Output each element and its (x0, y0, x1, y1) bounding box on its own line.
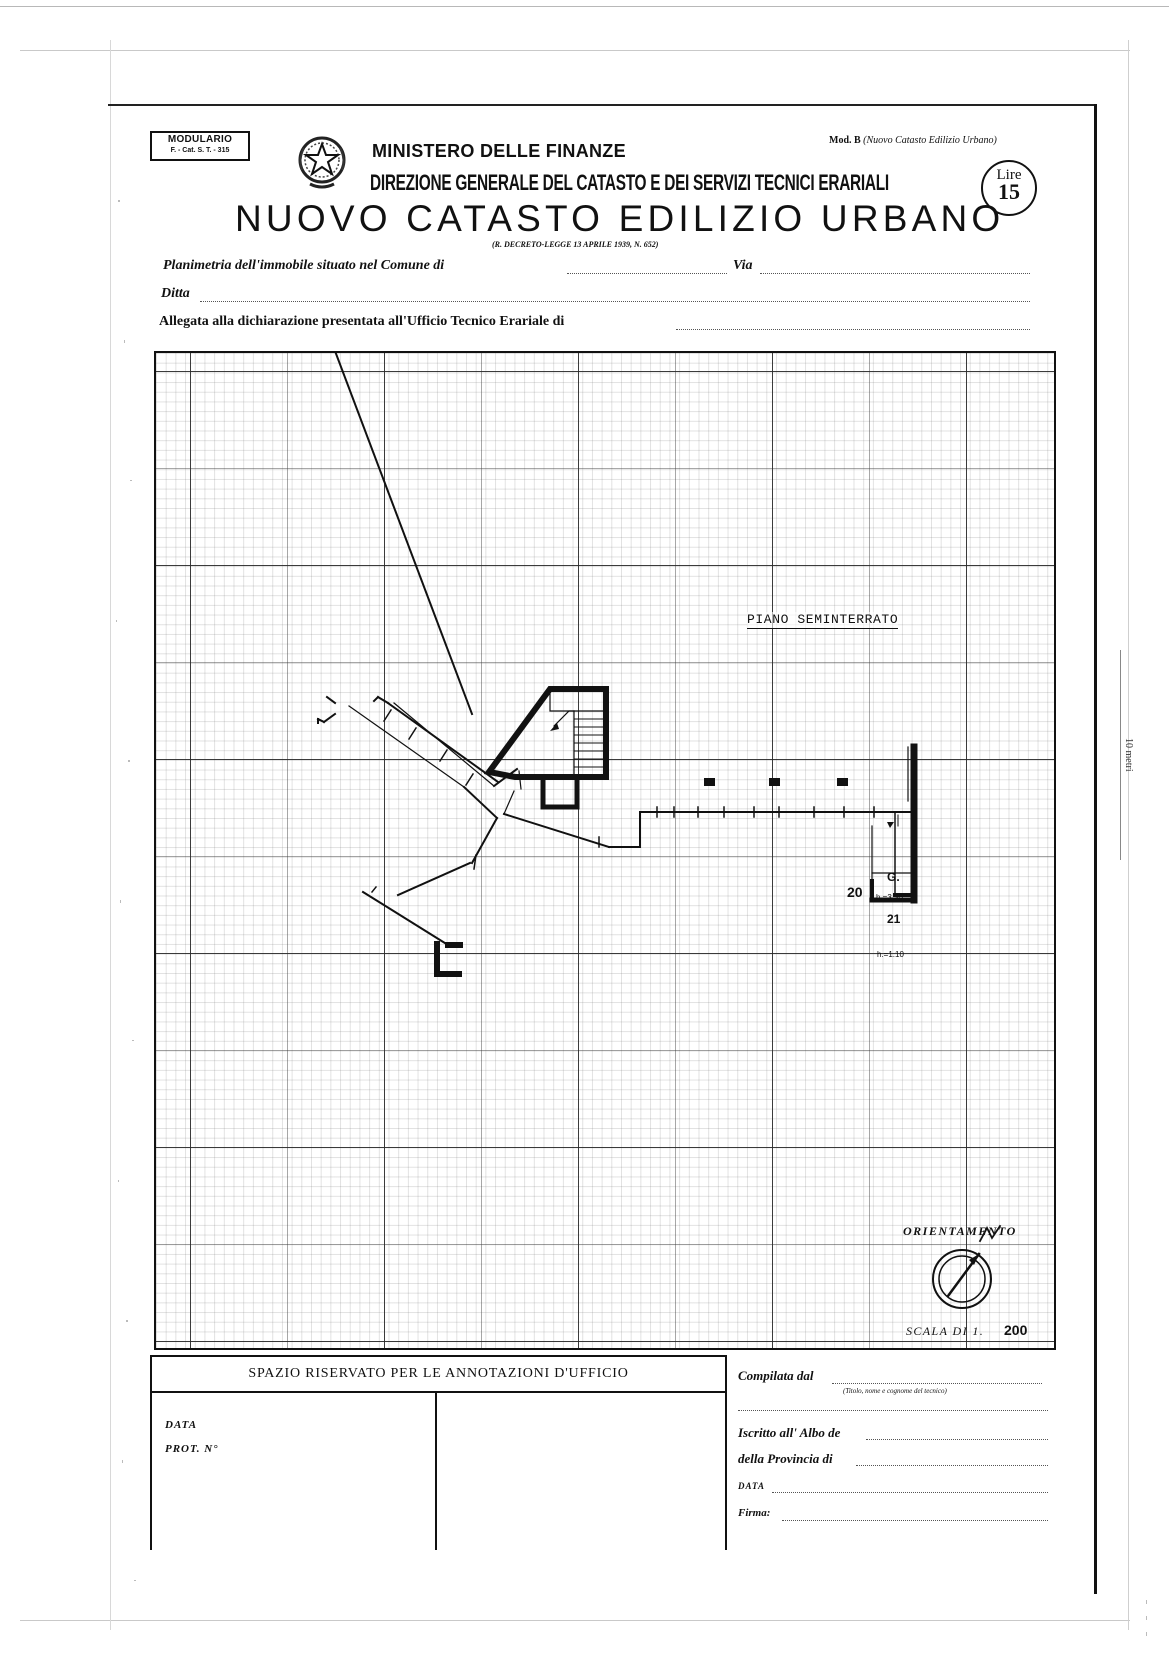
allegata-label: Allegata alla dichiarazione presentata all'Ufficio Tecnico Erariale di (159, 314, 565, 329)
ufficio-field[interactable] (676, 329, 1030, 330)
form-right-border (1094, 104, 1097, 1594)
comune-field[interactable] (567, 273, 727, 274)
signature-field[interactable] (782, 1520, 1048, 1521)
compiler-date-field[interactable] (772, 1492, 1048, 1493)
crop-line-bottom (20, 1620, 1130, 1621)
model-reference (829, 135, 997, 146)
via-field[interactable] (760, 273, 1030, 274)
compiled-by-field[interactable] (832, 1383, 1042, 1384)
floor-plan-drawing (154, 351, 1052, 1346)
via-label: Via (733, 258, 753, 273)
margin-scale-bar (1120, 650, 1121, 860)
modulario-box (150, 131, 250, 161)
room-height-1: h.=3.30 (876, 893, 903, 902)
scale-value: 200 (1004, 1322, 1028, 1338)
decree-reference: (R. DECRETO-LEGGE 13 APRILE 1939, N. 652) (492, 240, 659, 249)
annotations-divider (435, 1391, 437, 1550)
crop-line-left (110, 40, 111, 1630)
direction-title: DIREZIONE GENERALE DEL CATASTO E DEI SERVIZI TECNICI ERARIALI (370, 170, 889, 195)
top-trim-line (0, 6, 1169, 7)
compiled-by-field-2[interactable] (738, 1410, 1048, 1411)
ditta-field[interactable] (200, 301, 1030, 302)
orientation-label: ORIENTAMENTO (903, 1224, 1017, 1238)
compiled-by-label: Compilata dal (738, 1368, 814, 1383)
office-annotations-box (150, 1355, 727, 1550)
signature-label: Firma: (738, 1507, 771, 1519)
registered-field[interactable] (866, 1439, 1048, 1440)
room-height-2: h.=1.10 (877, 950, 904, 959)
revenue-stamp-badge (981, 160, 1037, 216)
room-number-20: 20 (847, 884, 863, 900)
modulario-code: F. - Cat. S. T. - 315 (170, 147, 230, 154)
main-title: NUOVO CATASTO EDILIZIO URBANO (235, 198, 1005, 239)
lire-value: 15 (998, 179, 1020, 204)
registered-label: Iscritto all' Albo de (738, 1425, 841, 1440)
form-top-border (108, 104, 1096, 106)
model-code: Mod. B (829, 135, 861, 146)
province-field[interactable] (856, 1465, 1048, 1466)
planimetria-label: Planimetria dell'immobile situato nel Comune di (163, 258, 445, 273)
crop-line-top (20, 50, 1130, 51)
room-number-21: 21 (887, 912, 901, 926)
crop-line-right (1128, 40, 1129, 1630)
compiled-by-note: (Titolo, nome e cognome del tecnico) (843, 1387, 947, 1395)
province-label: della Provincia di (738, 1451, 833, 1466)
compiler-date-label: DATA (738, 1481, 766, 1491)
scale-label: SCALA DI 1. (906, 1324, 985, 1338)
annotations-header: SPAZIO RISERVATO PER LE ANNOTAZIONI D'UFFICIO (152, 1357, 725, 1393)
ditta-label: Ditta (161, 286, 190, 301)
modulario-label: MODULARIO (167, 134, 233, 145)
ministry-title: MINISTERO DELLE FINANZE (372, 141, 626, 161)
model-description: (Nuovo Catasto Edilizio Urbano) (863, 135, 997, 146)
room-label-g: G. (887, 870, 900, 884)
floor-label: PIANO SEMINTERRATO (747, 612, 899, 627)
annotations-date-label: DATA (165, 1419, 198, 1431)
republic-emblem-icon (292, 130, 352, 194)
annotations-prot-label: PROT. N° (165, 1443, 219, 1455)
margin-scale-label: 10 metri (1123, 738, 1134, 772)
lire-label: Lire (996, 167, 1022, 183)
